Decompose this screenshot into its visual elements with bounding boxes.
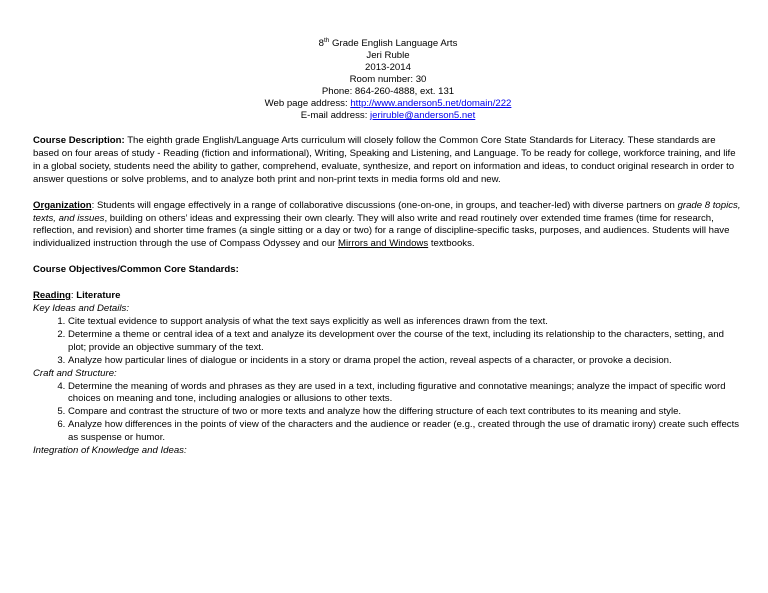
web-page-line [33,98,743,110]
objectives-heading [33,264,743,277]
organization-paragraph [33,200,743,252]
web-page-label: Web page address: [264,98,351,109]
organization-italic-text: grade 8 topics, texts, and issues [33,199,741,224]
document-page [33,38,743,458]
reading-topic: Literature [76,290,121,302]
textbook-title: Mirrors and Windows [338,238,429,250]
email-label: E-mail address: [300,110,371,121]
list-item: 5. Compare and contrast the structure of two or more texts and analyze how the differing structure of each text contributes to its meaning and style. [68,406,743,419]
list-item: 3. Analyze how particular lines of dialogue or incidents in a story or drama propel the action, reveal aspects of a character, or provoke a decision. [68,355,743,368]
course-description [33,135,743,187]
organization-label: Organization [33,199,92,211]
course-title [33,38,743,50]
reading-label: Reading [33,290,71,302]
reading-separator: : [70,290,77,302]
list-item: 6. Analyze how differences in the points of view of the characters and the audience or reader (e.g., created through the use of dramatic irony) create such effects as suspense or humor. [68,419,743,445]
grade-number: 8 [318,38,324,49]
grade-ordinal: th [323,36,330,44]
list-item: 4. Determine the meaning of words and phrases as they are used in a text, including figurative and connotative meanings; analyze the impact of specific word choices on meaning and tone, including analogies or allusions to other texts. [68,381,743,407]
email-link[interactable]: jeriruble@anderson5.net [370,110,476,121]
teacher-name: Jeri Ruble [366,50,410,61]
document-header [33,38,743,122]
key-ideas-subheading: Key Ideas and Details: [33,303,129,315]
integration-subheading: Integration of Knowledge and Ideas: [33,445,187,457]
course-description-text: The eighth grade English/Language Arts curriculum will closely follow the Common Core State Standards for Literacy. These standards are based on four areas of study - Reading (fiction and informational), Writing, Speaking and Listening, and Language. To be ready for college, workforce training, and life in a global society, students need the ability to gather, comprehend, evaluate, synthesize, and report on information and ideas, to conduct original research in order to answer questions or solve problems, and to analyze both print and non-print texts in media forms old and new. [33,135,736,185]
phone-number: Phone: 864-260-4888, ext. 131 [321,86,455,97]
organization-text-b: , building on others’ ideas and expressing their own clearly. They will also write and read routinely over extended time frames (time for research, reflection, and revision) and shorter time frames (a single sitting or a day or two) for a range of discipline-specific tasks, purposes, and audiences. Students will have individualized instruction through the use of Compass Odyssey and our [33,212,730,250]
web-page-link[interactable]: http://www.anderson5.net/domain/222 [350,98,512,109]
objectives-heading-text: Course Objectives/Common Core Standards: [33,264,239,276]
key-ideas-list [33,316,743,368]
course-description-label: Course Description: [33,135,125,146]
organization-text-c: textbooks. [428,238,475,250]
list-item: 2. Determine a theme or central idea of a text and analyze its development over the course of the text, including its relationship to the characters, setting, and plot; provide an objective summary of the text. [68,329,743,355]
craft-structure-subheading: Craft and Structure: [33,367,117,379]
school-year: 2013-2014 [365,62,411,73]
craft-structure-list [33,381,743,446]
reading-heading [33,290,743,303]
course-name: Grade English Language Arts [329,38,458,49]
organization-text-a: : Students will engage effectively in a range of collaborative discussions (one-on-one, in groups, and teacher-led) with diverse partners on [91,199,678,211]
list-item: 1. Cite textual evidence to support analysis of what the text says explicitly as well as inferences drawn from the text. [68,316,743,329]
room-number: Room number: 30 [349,74,427,85]
email-line [33,110,743,122]
